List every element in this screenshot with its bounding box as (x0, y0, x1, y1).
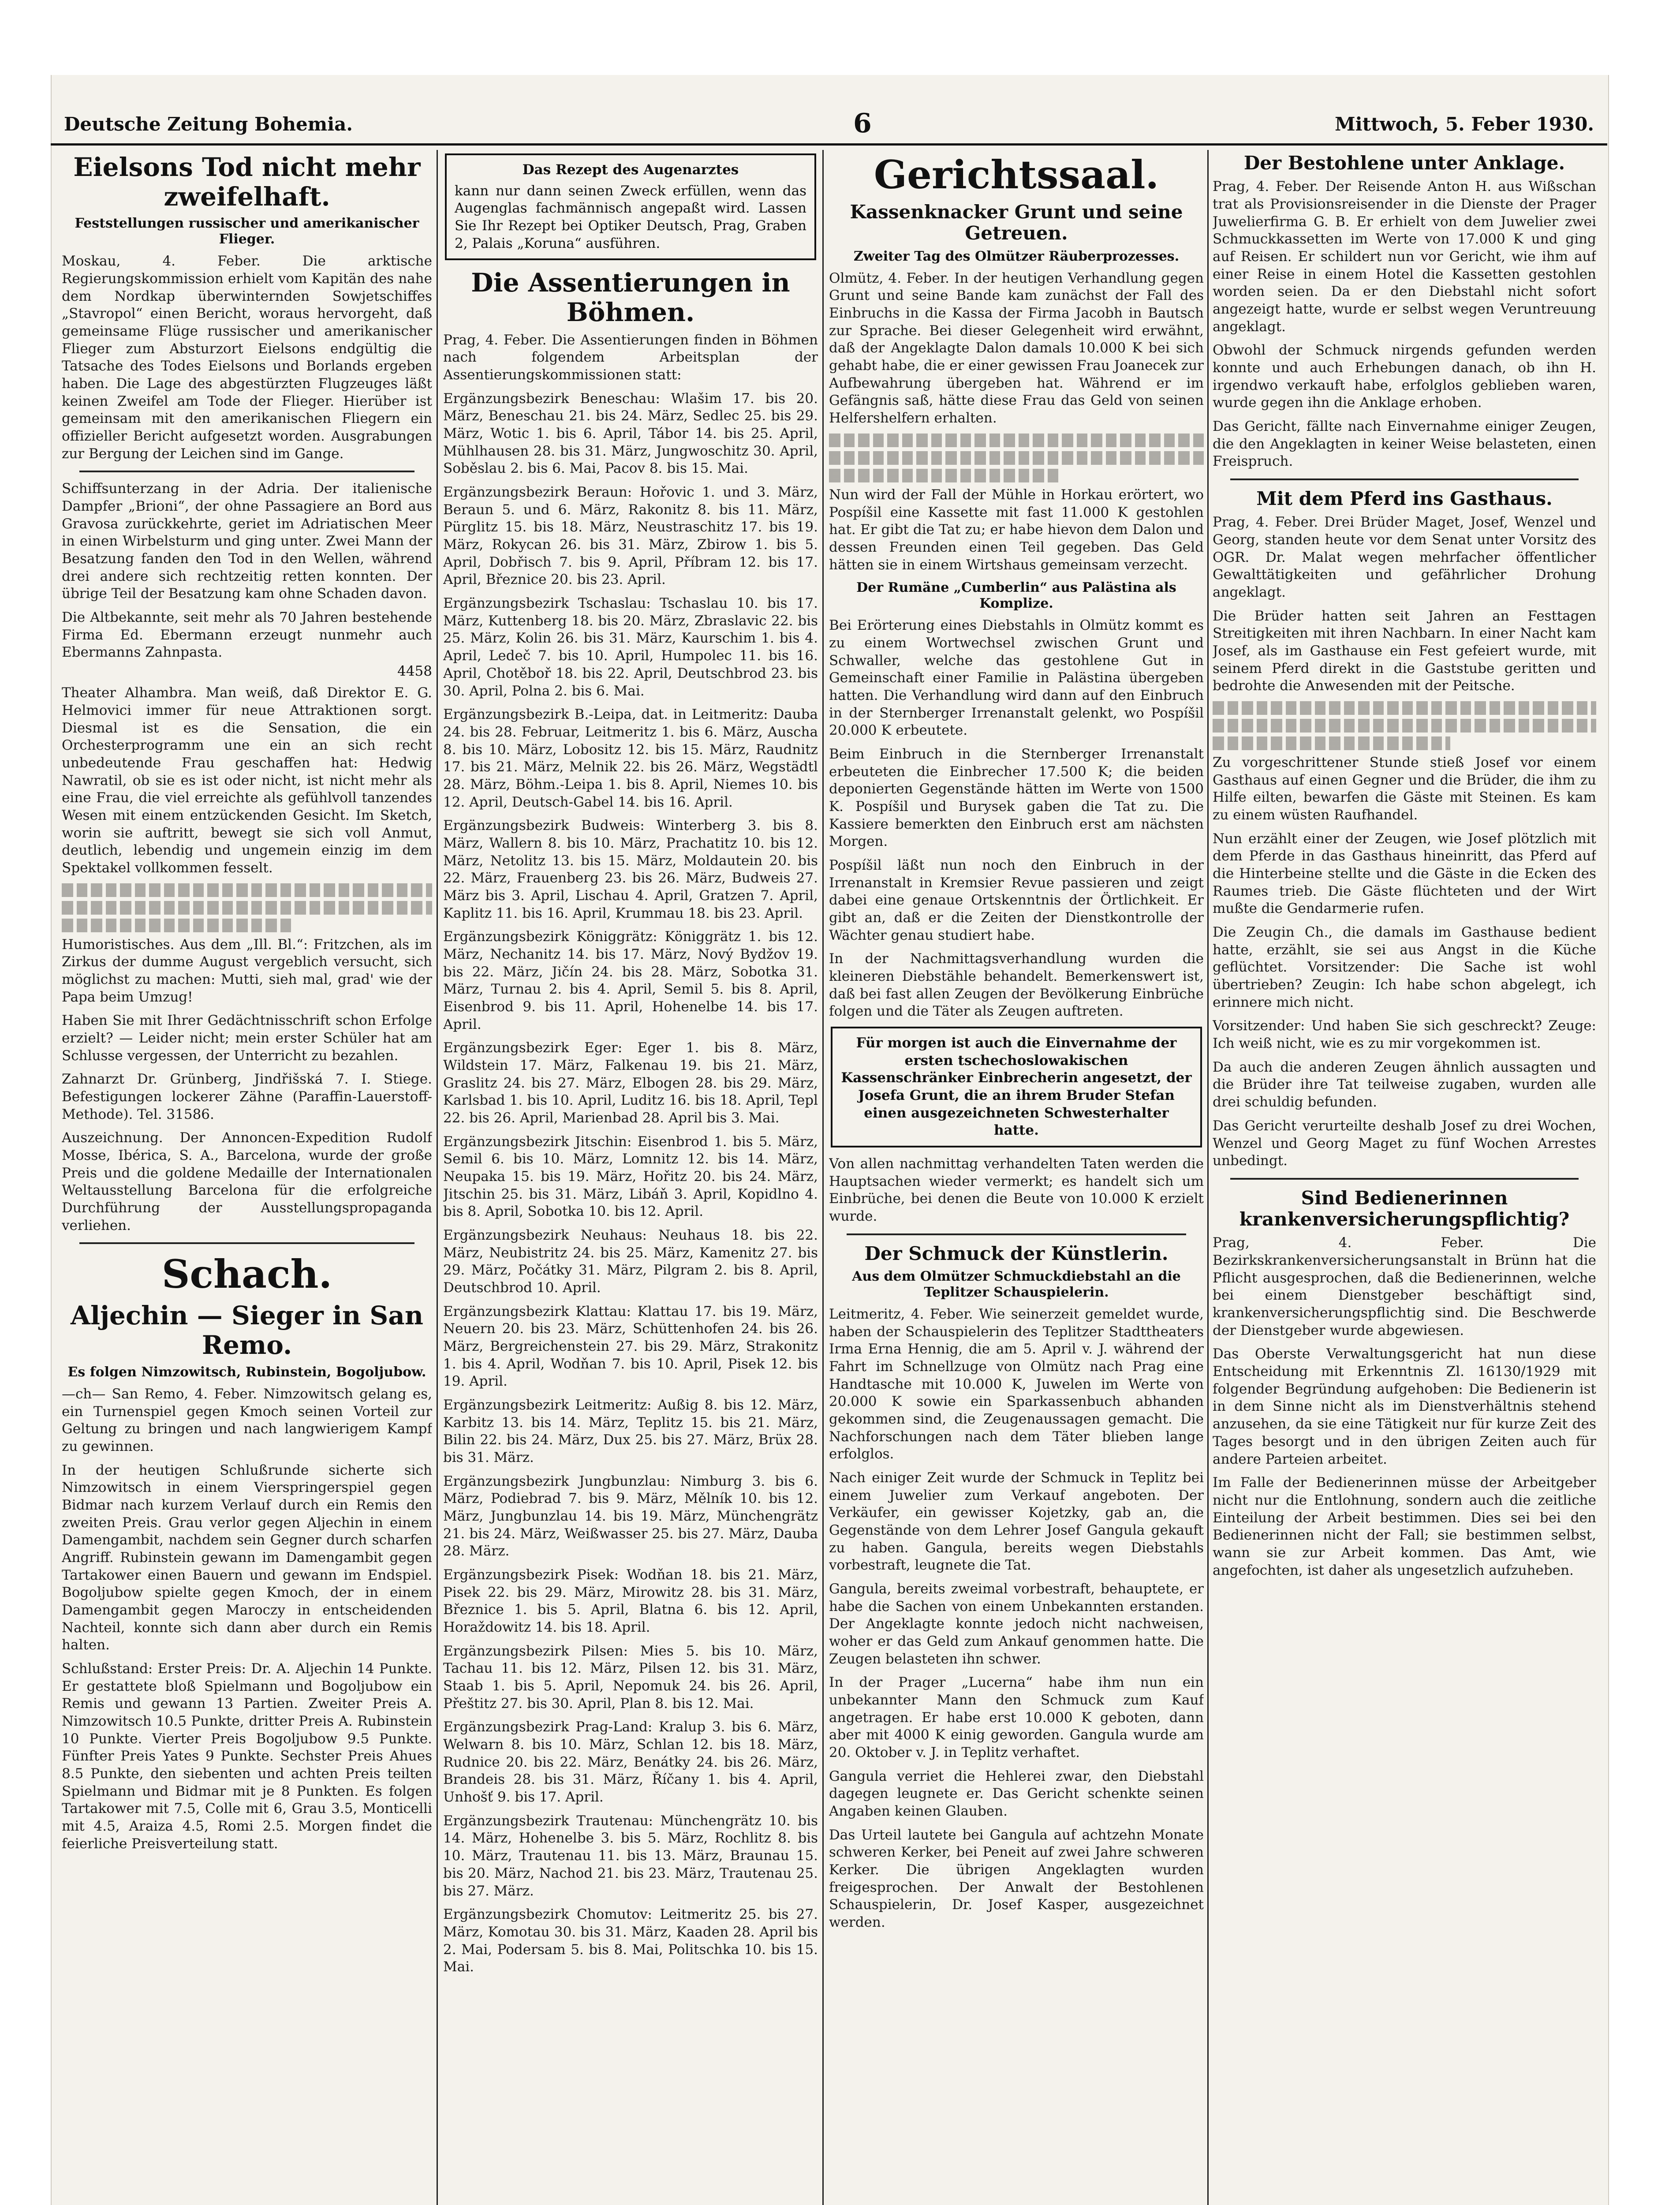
advert-number: 4458 (397, 663, 432, 680)
article-paragraph: Zu vorgeschrittener Stunde stieß Josef vor einem Gasthaus auf einen Gegner und die Brüder, die ihm zu Hilfe eilten, bewarfen die Gäste mit Steinen. Es kam zu einem wüsten Raufhandel. (1213, 755, 1596, 823)
article-paragraph: Das Gericht, fällte nach Einvernahme einiger Zeugen, die den Angeklagten in keiner Weise belasteten, einen Freispruch. (1213, 419, 1596, 470)
article-paragraph: Moskau, 4. Feber. Die arktische Regierungskommission erhielt vom Kapitän des nahe dem Nordkap überwinternden Sowjetschiffes „Stavropol“ einen Bericht, woraus hervorgeht, daß gemeinsame Flüge russischer und amerikanischer Flieger zum Absturzort Eielsons endgültig die Tatsache des Todes Eielsons und Borlands ergeben haben. Die Lage des abgestürzten Flugzeuges läßt keinen Zweifel am Tode der Flieger. Hierüber ist gemeinsam mit den amerikanischen Fliegern ein offizieller Bericht aufgesetzt worden. Ausgrabungen zur Bergung der Leichen sind im Gange. (62, 253, 432, 462)
article-paragraph: Das Gericht verurteilte deshalb Josef zu drei Wochen, Wenzel und Georg Maget zu fünf Wochen Arrestes unbedingt. (1213, 1117, 1596, 1169)
illegible-text-line (62, 901, 432, 915)
illegible-text-line (1213, 736, 1450, 750)
column-rule (1207, 150, 1209, 2205)
illegible-text-line (829, 469, 1061, 482)
article-paragraph: Vorsitzender: Und haben Sie sich geschreckt? Zeuge: Ich weiß nicht, wie es zu mir vorgekommen ist. (1213, 1018, 1596, 1052)
headline-eielson: Eielsons Tod nicht mehr zweifelhaft. (73, 152, 421, 212)
article-paragraph: Schiffsunterzang in der Adria. Der italienische Dampfer „Brioni“, der ohne Passagiere an Bord aus Gravosa zurückkehrte, geriet im Adriatischen Meer in einen Wirbelsturm und ging unter. Zwei Mann der Besatzung fanden den Tod in den Wellen, während drei andere sich rechtzeitig retten konnten. Der übrige Teil der Besatzung kam ohne Schaden davon. (62, 481, 432, 602)
article-paragraph: Gangula verriet die Hehlerei zwar, den Diebstahl dagegen leugnete er. Das Gericht schenkte seinen Angaben keinen Glauben. (829, 1768, 1204, 1820)
article-paragraph: Auszeichnung. Der Annoncen-Expedition Rudolf Mosse, Ibérica, S. A., Barcelona, wurde der große Preis und die goldene Medaille der Internationalen Weltausstellung Barcelona für die erfolgreiche Durchführung der Ausstellungspropaganda verliehen. (62, 1130, 432, 1233)
subhead-grunt: Zweiter Tag des Olmützer Räuberprozesses. (853, 248, 1180, 264)
headline-gerichtssaal: Gerichtssaal. (874, 152, 1159, 198)
district-schedule: Ergänzungsbezirk Budweis: Winterberg 3. bis 8. März, Wallern 8. bis 10. März, Prachatitz 10. bis 12. März, Netolitz 13. bis 15. März, Moldautein 20. bis 22. März, Frauenberg 23. bis 26. März, Budweis 27. März bis 3. April, Lischau 4. April, Gratzen 7. April, Kaplitz 11. bis 16. April, Krummau 18. bis 23. April. (443, 818, 818, 921)
section-divider (847, 1233, 1186, 1235)
column-2 (443, 150, 818, 2205)
district-schedule: Ergänzungsbezirk Jungbunzlau: Nimburg 3. bis 6. März, Podiebrad 7. bis 9. März, Mělník 10. bis 12. März, Jungbunzlau 14. bis 19. März, Münchengrätz 21. bis 24. März, Weißwasser 25. bis 27. März, Dauba 28. März. (443, 1473, 818, 1559)
district-schedule: Ergänzungsbezirk Klattau: Klattau 17. bis 19. März, Neuern 20. bis 23. März, Schüttenhofen 24. bis 26. März, Bergreichenstein 27. bis 29. März, Strakonitz 1. bis 4. April, Wodňan 7. bis 10. April, Pisek 12. bis 19. April. (443, 1303, 818, 1390)
district-schedule: Ergänzungsbezirk Beneschau: Wlašim 17. bis 20. März, Beneschau 21. bis 24. März, Sedlec 25. bis 29. März, Wotic 1. bis 6. April, Tábor 14. bis 25. April, Mühlhausen 28. bis 31. März, Jungwoschitz 30. April, Soběslau 2. bis 6. Mai, Pacov 8. bis 15. Mai. (443, 390, 818, 477)
headline-bedienerinnen: Sind Bedienerinnen krankenversicherungspflichtig? (1239, 1187, 1570, 1230)
page-number: 6 (853, 108, 872, 139)
advert-dentist: Zahnarzt Dr. Grünberg, Jindřišská 7. I. Stiege. Befestigungen lockerer Zähne (Paraffin-Lauerstoff-Methode). Tel. 31586. (62, 1071, 432, 1122)
article-paragraph: Nach einiger Zeit wurde der Schmuck in Teplitz bei einem Juwelier zum Verkauf angeboten. Der Verkäufer, ein gewisser Kojetzky, gab an, die Gegenstände von dem Lehrer Josef Gangula gekauft zu haben. Gangula, bereits wegen Diebstahls vorbestraft, leugnete die Tat. (829, 1470, 1204, 1573)
article-paragraph: Theater Alhambra. Man weiß, daß Direktor E. G. Helmovici immer für neue Attraktionen sorgt. Diesmal ist es die Sensation, die ein Orchesterprogramm une ein an sich recht unbedeutende Frau geschaffen hat: Hedwig Nawratil, ob sie es ist oder nicht, ist nicht mehr als eine Frau, die viel erreichte als gefühlvoll tanzendes Wesen mit einem entzückenden Gesicht. Im Sketch, worin sie auftritt, bewegt sie sich voll Anmut, deutlich, lebendig und ungemein einzig im dem Spektakel vollkommen fesselt. (62, 685, 432, 876)
article-paragraph: Das Oberste Verwaltungsgericht hat nun diese Entscheidung mit Erkenntnis Zl. 16130/1929 mit folgender Begründung aufgehoben: Die Bedienerin ist in dem Sinne nicht als im Dienstverhältnis stehend anzusehen, da sie eine Tätigkeit nur für kurze Zeit des Tages besorgt und in den übrigen Zeiten auch für andere Parteien arbeitet. (1213, 1346, 1596, 1467)
subhead-aljechin: Es folgen Nimzowitsch, Rubinstein, Bogoljubow. (67, 1364, 426, 1380)
article-paragraph: Beim Einbruch in die Sternberger Irrenanstalt erbeuteten die Einbrecher 17.500 K; die beiden deponierten Gegenstände hätten im Werte von 1500 K. Pospíšil und Burysek gaben die Tat zu. Die Kassiere bemerkten den Einbruch erst am nächsten Morgen. (829, 746, 1204, 850)
article-paragraph: Schlußstand: Erster Preis: Dr. A. Aljechin 14 Punkte. Er gestattete bloß Spielmann und Bogoljubow ein Remis und gewann 13 Partien. Zweiter Preis A. Nimzowitsch 10.5 Punkte, dritter Preis A. Rubinstein 10 Punkte. Vierter Preis Bogoljubow 9.5 Punkte. Fünfter Preis Yates 9 Punkte. Sechster Preis Ahues 8.5 Punkte, den siebenten und achten Preis teilten Spielmann und Bidmar mit je 8 Punkten. Es folgen Tartakower mit 7.5, Colle mit 6, Grau 3.5, Monticelli mit 4.5, Araiza 4.5, Romi 2.5. Morgen findet die feierliche Preisverteilung statt. (62, 1660, 432, 1852)
issue-date: Mittwoch, 5. Feber 1930. (1335, 113, 1594, 135)
article-paragraph: Olmütz, 4. Feber. In der heutigen Verhandlung gegen Grunt und seine Bande kam zunächst der Fall des Einbruchs in die Kassa der Firma Jacobh in Bautsch zur Sprache. Bei dieser Gelegenheit wird erwähnt, daß der Angeklagte Dalon damals 10.000 K bei sich gehabt habe, die er einer gewissen Frau Joanecek zur Aufbewahrung übergeben hat. Während er im Gefängnis saß, hätte diese Frau das Geld von seinen Helfershelfern erhalten. (829, 270, 1204, 426)
article-paragraph: Prag, 4. Feber. Die Assentierungen finden in Böhmen nach folgendem Arbeitsplan der Assentierungskommissionen statt: (443, 332, 818, 383)
advert-ebermann: Die Altbekannte, seit mehr als 70 Jahren bestehende Firma Ed. Ebermann erzeugt nunmehr auch Ebermanns Zahnpasta. (62, 609, 432, 661)
article-paragraph: Prag, 4. Feber. Die Bezirkskrankenversicherungsanstalt in Brünn hat die Pflicht ausgesprochen, daß die Bedienerinnen, welche bei einem Dienstgeber beschäftigt sind, krankenversicherungspflichtig sind. Die Beschwerde der Dienstgeber wurde abgewiesen. (1213, 1235, 1596, 1338)
subhead-schmuck: Aus dem Olmützer Schmuckdiebstahl an die Teplitzer Schauspielerin. (852, 1268, 1181, 1300)
notice-box: Für morgen ist auch die Einvernahme der ersten tschechoslowakischen Kassenschränker Einbrecherin angesetzt, der Josefa Grunt, die an ihrem Bruder Stefan einen ausgezeichneten Schwesterhalter hatte. (831, 1027, 1202, 1147)
column-rule (437, 150, 438, 2205)
article-paragraph: Pospíšil läßt nun noch den Einbruch in der Irrenanstalt in Kremsier Revue passieren und zeigt dabei eine genaue Ortskenntnis der Örtlichkeit. Er gibt an, daß er die Zeiten der Dienstkontrolle der Wächter genau studiert habe. (829, 857, 1204, 943)
district-schedule: Ergänzungsbezirk Tschaslau: Tschaslau 10. bis 17. März, Kuttenberg 18. bis 20. März, Zbraslavic 22. bis 25. März, Kolin 26. bis 31. März, Kaurschim 1. bis 4. April, Ledeč 7. bis 10. April, Humpolec 11. bis 16. April, Chotěboř 18. bis 22. April, Deutschbrod 23. bis 30. April, Polna 2. bis 6. Mai. (443, 595, 818, 699)
illegible-text-line (1213, 719, 1596, 733)
section-divider (1230, 478, 1579, 480)
column-1 (62, 150, 432, 2205)
district-schedule: Ergänzungsbezirk B.-Leipa, dat. in Leitmeritz: Dauba 24. bis 28. Februar, Leitmeritz 1. bis 6. März, Auscha 8. bis 10. März, Lobositz 12. bis 15. März, Raudnitz 17. bis 21. März, Melnik 22. bis 26. März, Wegstädtl 28. März, Böhm.-Leipa 1. bis 8. April, Niemes 10. bis 12. April, Deutsch-Gabel 14. bis 16. April. (443, 706, 818, 810)
section-divider (79, 1242, 414, 1244)
article-paragraph: —ch— San Remo, 4. Feber. Nimzowitsch gelang es, ein Turnenspiel gegen Kmoch seinen Vorteil zur Geltung zu bringen und nach langwierigem Kampf zu gewinnen. (62, 1386, 432, 1454)
article-paragraph: Prag, 4. Feber. Der Reisende Anton H. aus Wißschan trat als Provisionsreisender in die Dienste der Prager Juwelierfirma G. B. Er erhielt von dem Juwelier zwei Schmuckkassetten im Werte von 17.000 K und ging auf Reisen. Er schildert nun vor Gericht, wie ihm auf einer Reise in einem Hotel die Kassetten gestohlen worden seien. Da er den Diebstahl nicht sofort angezeigt hatte, wurde er selbst wegen Veruntreuung angeklagt. (1213, 179, 1596, 335)
article-paragraph: Im Falle der Bedienerinnen müsse der Arbeitgeber nicht nur die Entlohnung, sondern auch die zeitliche Einteilung der Arbeit bestimmen. Dies sei bei den Bedienerinnen nicht der Fall; sie bestimmen selbst, wann sie zur Arbeit kommen. Das Amt, wie angefochten, ist daher als ungesetzlich aufzuheben. (1213, 1475, 1596, 1578)
article-paragraph: Obwohl der Schmuck nirgends gefunden werden konnte und auch Erhebungen danach, ob ihn H. irgendwo verkauft habe, erfolglos geblieben waren, wurde gegen ihn die Anklage erhoben. (1213, 342, 1596, 411)
article-paragraph: Nun erzählt einer der Zeugen, wie Josef plötzlich mit dem Pferde in das Gasthaus hineinritt, das Pferd auf die Hinterbeine stellte und die Gäste in die Ecken des Raumes trieb. Die Gäste flüchteten und der Wirt mußte die Gendarmerie rufen. (1213, 830, 1596, 917)
headline-aljechin: Aljechin — Sieger in San Remo. (70, 1301, 424, 1360)
advert-text: kann nur dann seinen Zweck erfüllen, wenn das Augenglas fachmännisch angepaßt wird. Lassen Sie Ihr Rezept bei Optiker Deutsch, Prag, Graben 2, Palais „Koruna“ ausführen. (455, 183, 806, 251)
column-3 (829, 150, 1204, 2205)
headline-chess: Schach. (161, 1251, 332, 1297)
article-paragraph: Gangula, bereits zweimal vorbestraft, behauptete, er habe die Sachen von einem Unbekannten erstanden. Der Angeklagte konnte jedoch nicht nachweisen, woher er das Geld zum Ankauf genommen hatte. Die Zeugen belasteten ihn schwer. (829, 1581, 1204, 1667)
district-schedule: Ergänzungsbezirk Trautenau: Münchengrätz 10. bis 14. März, Hohenelbe 3. bis 5. März, Rochlitz 8. bis 10. März, Trautenau 11. bis 13. März, Braunau 15. bis 20. März, Nachod 21. bis 23. März, Trautenau 25. bis 27. März. (443, 1813, 818, 1899)
headline-bestohlene: Der Bestohlene unter Anklage. (1243, 152, 1565, 174)
newspaper-name: Deutsche Zeitung Bohemia. (64, 113, 353, 135)
article-paragraph: Von allen nachmittag verhandelten Taten werden die Hauptsachen wieder vermerkt; es handelt sich um Einbrüche, bei denen die Beute von 10.000 K erzielt wurde. (829, 1156, 1204, 1225)
district-schedule: Ergänzungsbezirk Leitmeritz: Außig 8. bis 12. März, Karbitz 13. bis 14. März, Teplitz 15. bis 21. März, Bilin 22. bis 24. März, Dux 25. bis 27. März, Brüx 28. bis 31. März. (443, 1397, 818, 1466)
district-schedule: Ergänzungsbezirk Prag-Land: Kralup 3. bis 6. März, Welwarn 8. bis 10. März, Schlan 12. bis 18. März, Rudnice 20. bis 22. März, Benátky 24. bis 26. März, Brandeis 28. bis 31. März, Říčany 1. bis 4. April, Unhošť 9. bis 17. April. (443, 1719, 818, 1805)
article-paragraph: In der heutigen Schlußrunde sicherte sich Nimzowitsch in einem Vierspringerspiel gegen Bidmar nach kurzem Verlauf durch ein Remis den zweiten Preis. Grau verlor gegen Aljechin in einem Damengambit, nachdem sein Gegner durch scharfen Angriff. Rubinstein gewann im Damengambit gegen Tartakower einen Bauern und gewann im Endspiel. Bogoljubow spielte gegen Kmoch, der in einem Damengambit gegen Maroczy in entscheidenden Nachteil, konnte sich dann aber durch ein Remis halten. (62, 1462, 432, 1653)
article-paragraph: Prag, 4. Feber. Drei Brüder Maget, Josef, Wenzel und Georg, standen heute vor dem Senat unter Vorsitz des OGR. Dr. Malat wegen mehrfacher öffentlicher Gewalttätigkeiten und gefährlicher Drohung angeklagt. (1213, 514, 1596, 601)
advert-optician (445, 153, 816, 260)
subhead-eielson: Feststellungen russischer und amerikanischer Flieger. (75, 216, 419, 247)
district-schedule: Ergänzungsbezirk Pilsen: Mies 5. bis 10. März, Tachau 11. bis 12. März, Pilsen 12. bis 31. März, Staab 1. bis 5. April, Nepomuk 24. bis 26. April, Přeštitz 27. bis 30. April, Plan 8. bis 12. Mai. (443, 1643, 818, 1712)
district-schedule: Ergänzungsbezirk Neuhaus: Neuhaus 18. bis 22. März, Neubistritz 24. bis 25. März, Kamenitz 27. bis 29. März, Počátky 31. März, Pilgram 2. bis 8. April, Deutschbrod 10. April. (443, 1227, 818, 1296)
article-paragraph: In der Nachmittagsverhandlung wurden die kleineren Diebstähle behandelt. Bemerkenswert ist, daß bei fast allen Zeugen der Bevölkerung Einbrüche folgen und die Täter als Zeugen auftreten. (829, 951, 1204, 1020)
article-paragraph: Die Brüder hatten seit Jahren an Festtagen Streitigkeiten mit ihren Nachbarn. In einer Nacht kam Josef, als im Gasthause ein Fest gefeiert wurde, mit seinem Pferd direkt in die Gaststube geritten und bedrohte die Anwesenden mit der Peitsche. (1213, 608, 1596, 694)
article-paragraph: Leitmeritz, 4. Feber. Wie seinerzeit gemeldet wurde, haben der Schauspielerin des Teplitzer Stadttheaters Irma Erna Hennig, die am 5. April v. J. während der Fahrt im Schnellzuge von Olmütz nach Prag eine Handtasche mit 10.000 K, Juwelen im Werte von 20.000 K sowie ein Sparkassenbuch abhanden gekommen sind, die Zeugenaussagen gemacht. Die Nachforschungen nach dem Täter blieben lange erfolglos. (829, 1306, 1204, 1462)
advert-title: Das Rezept des Augenarztes (522, 162, 739, 178)
illegible-text-line (62, 919, 291, 932)
illegible-text-line (829, 451, 1204, 465)
headline-assentierungen: Die Assentierungen in Böhmen. (471, 268, 790, 328)
district-schedule: Ergänzungsbezirk Jitschin: Eisenbrod 1. bis 5. März, Semil 6. bis 10. März, Lomnitz 12. bis 14. März, Neupaka 15. bis 19. März, Hořitz 20. bis 24. März, Jitschin 25. bis 31. März, Libáň 3. April, Kopidlno 4. bis 8. April, Sobotka 10. bis 12. April. (443, 1133, 818, 1220)
article-paragraph: Die Zeugin Ch., die damals im Gasthause bedient hatte, erzählt, sie sei aus Angst in die Küche geflüchtet. Vorsitzender: Die Sache ist wohl übertrieben? Zeugin: Ich habe schon abgelegt, ich erinnere mich nicht. (1213, 924, 1596, 1010)
article-paragraph: Humoristisches. Aus dem „Ill. Bl.“: Fritzchen, als im Zirkus der dumme August vergeblich versucht, sich möglichst zu machen: Mutti, sieh mal, grad' wie der Papa beim Umzug! (62, 936, 432, 1005)
section-divider (79, 471, 414, 472)
district-schedule: Ergänzungsbezirk Eger: Eger 1. bis 8. März, Wildstein 17. März, Falkenau 19. bis 21. März, Graslitz 24. bis 27. März, Elbogen 28. bis 29. März, Karlsbad 1. bis 10. April, Luditz 16. bis 18. April, Tepl 22. bis 26. April, Marienbad 28. April bis 3. Mai. (443, 1040, 818, 1126)
headline-grunt: Kassenknacker Grunt und seine Getreuen. (850, 201, 1183, 244)
illegible-text-line (829, 434, 1204, 447)
headline-schmuck: Der Schmuck der Künstlerin. (864, 1242, 1169, 1264)
illegible-text-line (1213, 701, 1596, 715)
article-paragraph: Das Urteil lautete bei Gangula auf achtzehn Monate schweren Kerker, bei Peneit auf zwei Jahre schweren Kerker. Die übrigen Angeklagten wurden freigesprochen. Der Anwalt der Bestohlenen Schauspielerin, Dr. Josef Kasper, ausgezeichnet werden. (829, 1827, 1204, 1931)
district-schedule: Ergänzungsbezirk Beraun: Hořovic 1. und 3. März, Beraun 5. und 6. März, Rakonitz 8. bis 11. März, Pürglitz 15. bis 18. März, Neustraschitz 17. bis 19. März, Rokycan 26. bis 31. März, Zbirow 1. bis 5. April, Dobřisch 7. bis 9. April, Příbram 12. bis 17. April, Březnice 20. bis 23. April. (443, 484, 818, 588)
masthead (51, 108, 1607, 146)
article-paragraph: Haben Sie mit Ihrer Gedächtnisschrift schon Erfolge erzielt? — Leider nicht; mein erster Schüler hat am Schlusse vergessen, der Unterricht zu bezahlen. (62, 1013, 432, 1064)
section-divider (1230, 1178, 1579, 1180)
article-paragraph: In der Prager „Lucerna“ habe ihm nun ein unbekannter Mann den Schmuck zum Kauf angetragen. Er habe erst 10.000 K geboten, dann aber mit 4000 K einig geworden. Gangula wurde am 20. Oktober v. J. in Teplitz verhaftet. (829, 1674, 1204, 1761)
column-4 (1213, 150, 1596, 2205)
district-schedule: Ergänzungsbezirk Königgrätz: Königgrätz 1. bis 12. März, Nechanitz 14. bis 17. März, Nový Bydžov 19. bis 22. März, Jičín 24. bis 28. März, Sobotka 31. März, Turnau 2. bis 4. April, Semil 5. bis 8. April, Eisenbrod 9. bis 11. April, Hohenelbe 14. bis 17. April. (443, 929, 818, 1032)
subhead-cumberlin: Der Rumäne „Cumberlin“ aus Palästina als Komplize. (856, 580, 1176, 612)
headline-pferd: Mit dem Pferd ins Gasthaus. (1256, 488, 1553, 510)
article-paragraph: Bei Erörterung eines Diebstahls in Olmütz kommt es zu einem Wortwechsel zwischen Grunt und Schwaller, welche das gestohlene Gut in Gemeinschaft einer Familie in Palästina übergeben hatten. Die Verhandlung wird dann auf den Einbruch in der Sternberger Irrenanstalt gelenkt, wo Pospíšil 20.000 K erbeutete. (829, 617, 1204, 739)
column-rule (822, 150, 824, 2205)
article-paragraph: Da auch die anderen Zeugen ähnlich aussagten und die Brüder ihre Tat teilweise zugaben, wurden alle drei schuldig befunden. (1213, 1059, 1596, 1110)
district-schedule: Ergänzungsbezirk Pisek: Wodňan 18. bis 21. März, Pisek 22. bis 29. März, Mirowitz 28. bis 31. März, Březnice 1. bis 5. April, Blatna 6. bis 12. April, Horaždowitz 14. bis 18. April. (443, 1567, 818, 1636)
article-paragraph: Nun wird der Fall der Mühle in Horkau erörtert, wo Pospíšil eine Kassette mit fast 11.000 K gestohlen hat. Er gibt die Tat zu; er habe hievon dem Dalon und dessen Freunden einen Teil gegeben. Das Geld hätten sie in einem Wirtshaus gemeinsam verzecht. (829, 486, 1204, 573)
district-schedule: Ergänzungsbezirk Chomutov: Leitmeritz 25. bis 27. März, Komotau 30. bis 31. März, Kaaden 28. April bis 2. Mai, Podersam 5. bis 8. Mai, Politschka 10. bis 15. Mai. (443, 1906, 818, 1975)
illegible-text-line (62, 883, 432, 897)
